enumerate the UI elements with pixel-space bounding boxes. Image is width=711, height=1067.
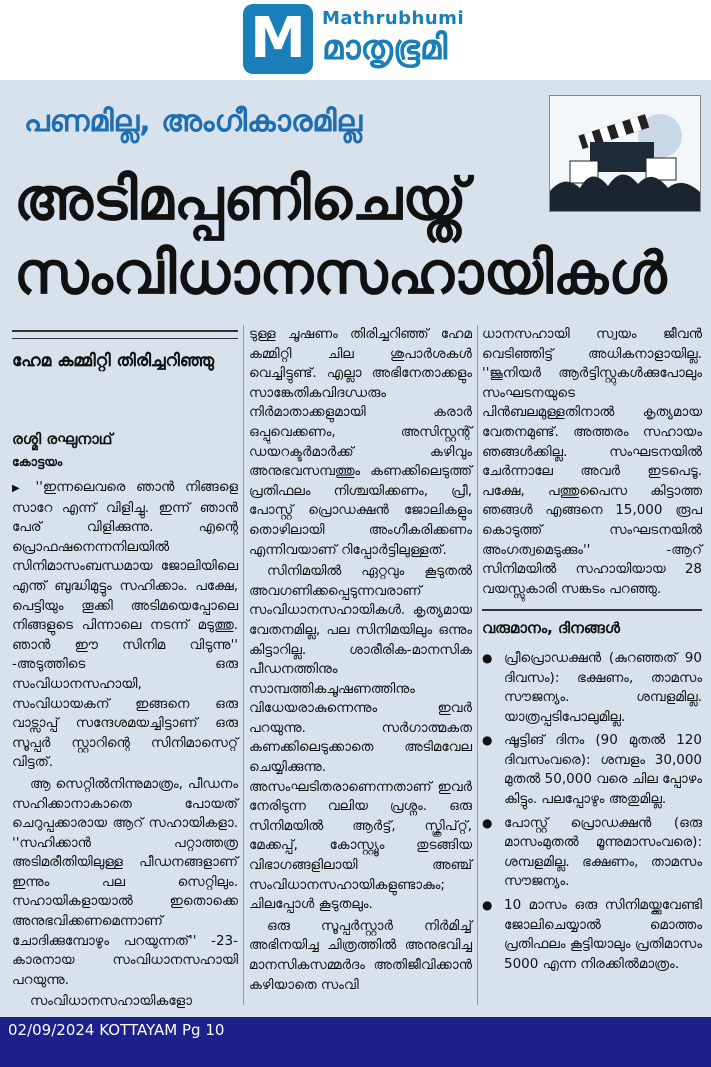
paragraph	[12, 478, 238, 773]
paragraph: സിനിമയിൽ ഏറ്റവും കൂടുതൽ അവഗണിക്കപ്പെടുന്നവരാണ് സംവിധാനസഹായികൾ. കൃത്യമായ വേതനമില്ല, പല സിനിമയിലും ഒന്നും കിട്ടാറില്ല. ശാരീരിക-മാനസിക പീഡനത്തിനും സാമ്പത്തികചൂഷണത്തിനും വിധേയരാകുന്നെന്നും ഇവർ പറയുന്നു. സർഗാത്മകത കണക്കിലെടുക്കാതെ അടിമവേല ചെയ്യിക്കുന്നു. അസംഘടിതരാണെന്നതാണ് ഇവർ നേരിടുന്ന വലിയ പ്രശ്നം. ഒരു സിനിമയിൽ ആർട്ട്, സ്ക്രിപ്റ്റ്, മേക്കപ്പ്, കോസ്റ്റ്യൂം തുടങ്ങിയ വിഭാഗങ്ങളിലായി അഞ്ച് സംവിധാനസഹായികളുണ്ടാകും; ചിലപ്പോൾ കൂടുതലും.	[249, 563, 472, 913]
subhead-rule	[12, 330, 238, 339]
headline-line-1: അടിമപ്പണിചെയ്ത്	[14, 165, 467, 233]
income-days-list	[482, 649, 702, 975]
column-3	[482, 325, 702, 978]
list-item: ● ഷൂട്ടിങ് ദിനം (90 മുതൽ 120 ദിവസംവരെ): ശമ്പളം 30,000 മുതൽ 50,000 വരെ ചില പ്പോഴം കിട്ടും. പലപ്പോഴും അതുമില്ല.	[482, 731, 702, 809]
mathrubhumi-logo: M	[243, 4, 313, 74]
paragraph: സംവിധാനസഹായികളോ	[30, 993, 193, 1010]
headline-line-2: സംവിധാനസഹായികൾ	[14, 239, 667, 307]
brand-name-english: Mathrubhumi	[322, 8, 465, 29]
paragraph: ഒരു സൂപ്പർസ്റ്റാർ നിർമിച്ച് അഭിനയിച്ച ചിത്രത്തിൽ അനുഭവിച്ച മാനസികസമ്മർദം അതിജീവിക്കാൻ കഴിയാതെ സംവി	[249, 917, 472, 993]
list-item: ● പ്രീപ്രൊഡക്ഷൻ (കുറഞ്ഞത് 90 ദിവസം): ഭക്ഷണം, താമസം സൗജന്യം. ശമ്പളമില്ല. യാത്രപ്പടിപോലുമില്ല.	[482, 649, 702, 727]
byline: രശ്മി രഘുനാഥ്	[12, 430, 113, 448]
list-item: ● 10 മാസം ഒരു സിനിമയ്ക്കുവേണ്ടി ജോലിചെയ്യാൽ മൊത്തം പ്രതിഫലം കൂട്ടിയാലും പ്രതിമാസം 5000 എന്ന നിരക്കിൽമാത്രം.	[482, 896, 702, 974]
column-1	[12, 478, 238, 1014]
headline-banner	[0, 80, 711, 320]
dateline: കോട്ടയം	[12, 454, 63, 469]
footer-bar	[0, 1017, 711, 1067]
edition-info: 02/09/2024 KOTTAYAM Pg 10	[8, 1021, 225, 1039]
paragraph: ധാനസഹായി സ്വയം ജീവൻ വെടിഞ്ഞിട്ട് അധികനാളായില്ല. ''ജൂനിയർ ആർട്ടിസ്റ്റുകൾക്കുപോലും സംഘടനയുടെ പിൻബലമുള്ളതിനാൽ കൃത്യമായ വേതനമുണ്ട്. അത്തരം സഹായം ഞങ്ങൾക്കില്ല. സംഘടനയിൽ ചേർന്നാലേ അവർ ഇടപെടൂ. പക്ഷേ, പത്തുപൈസ കിട്ടാത്ത ഞങ്ങൾ എങ്ങനെ 15,000 രൂപ കൊടുത്ത് സംഘടനയിൽ അംഗത്വമെടുക്കും'' -ആറ് സിനിമയിൽ സഹായിയായ 28 വയസ്സുകാരി സങ്കടം പറഞ്ഞു.	[482, 326, 702, 597]
column-2	[249, 325, 472, 997]
kicker: പണമില്ല, അംഗീകാരമില്ല	[24, 104, 363, 139]
sidebar-heading: വരുമാനം, ദിനങ്ങൾ	[482, 609, 702, 639]
paragraph: ടുള്ള ചൂഷണം തിരിച്ചറിഞ്ഞ് ഹേമ കമ്മിറ്റി ചില ശുപാർശകൾ വെച്ചിട്ടുണ്ട്. എല്ലാ അഭിനേതാക്കളും സാങ്കേതികവിദഗ്ധരും നിർമാതാക്കളുമായി കരാർ ഒപ്പുവെക്കണം, അസിസ്റ്റന്റ് ഡയറക്ടർമാർക്ക് കഴിവും അനുഭവസമ്പത്തും കണക്കിലെടുത്ത് പ്രതിഫലം നിശ്ചയിക്കണം, പ്രീ, പോസ്റ്റ് പ്രൊഡക്ഷൻ ജോലികളും തൊഴിലായി അംഗീകരിക്കണം എന്നിവയാണ് റിപ്പോർട്ടിലുള്ളത്.	[249, 326, 472, 558]
column-divider	[477, 325, 478, 1005]
arrow-icon: ▶	[12, 483, 36, 494]
film-clapper-photo	[549, 95, 701, 212]
paragraph: ആ സെറ്റിൽനിന്നുമാത്രം, പീഡനം സഹിക്കാനാകാതെ പോയത് ചെറുപ്പക്കാരായ ആറ് സഹായികളാ. ''സഹിക്കാൻ പറ്റാത്തത്ര അടിമരീതിയിലുള്ള പീഡനങ്ങളാണ് ഇന്നും പല സെറ്റിലും. സഹായികളായാൽ ഇതൊക്കെ അനുഭവിക്കണമെന്നാണ് ചോദിക്കുമ്പോഴും പറയുന്നത്'' -23-കാരനായ സംവിധാനസഹായി പറയുന്നു.	[12, 775, 238, 988]
column-divider	[243, 325, 244, 1005]
paragraph-text: ''ഇന്നലെവരെ ഞാൻ നിങ്ങളെ സാറേ എന്ന് വിളിച്ചു. ഇന്ന് ഞാൻ പേര് വിളിക്കുന്നു. എന്റെ പ്രൊഫഷനെന്നനിലയിൽ സിനിമാസംബന്ധമായ ജോലിയിലെ എന്ത് ബുദ്ധിമുട്ടും സഹിക്കാം. പക്ഷേ, പെട്ടിയും തൂക്കി അടിമയെപ്പോലെ നിങ്ങളുടെ പിന്നാലെ നടന്ന് മടുത്തു. ഞാൻ ഈ സിനിമ വിടുന്നു'' -അടുത്തിടെ ഒരു സംവിധാനസഹായി, സംവിധായകന് ഇങ്ങനെ ഒരു വാട്സാപ്പ് സന്ദേശമയച്ചിട്ടാണ് ഒരു സൂപ്പർ സ്റ്റാറിന്റെ സിനിമാസെറ്റ് വിട്ടത്.	[12, 479, 238, 771]
subheading: ഹേമ കമ്മിറ്റി തിരിച്ചറിഞ്ഞു	[12, 351, 215, 371]
list-item: ● പോസ്റ്റ് പ്രൊഡക്ഷൻ (ഒരു മാസംമുതൽ മൂന്നുമാസംവരെ): ശമ്പളമില്ല. ഭക്ഷണം, താമസം സൗജന്യം.	[482, 814, 702, 892]
film-clapper-illustration	[550, 96, 700, 211]
brand-name-malayalam: മാതൃഭൂമി	[322, 28, 448, 68]
masthead	[0, 0, 711, 80]
